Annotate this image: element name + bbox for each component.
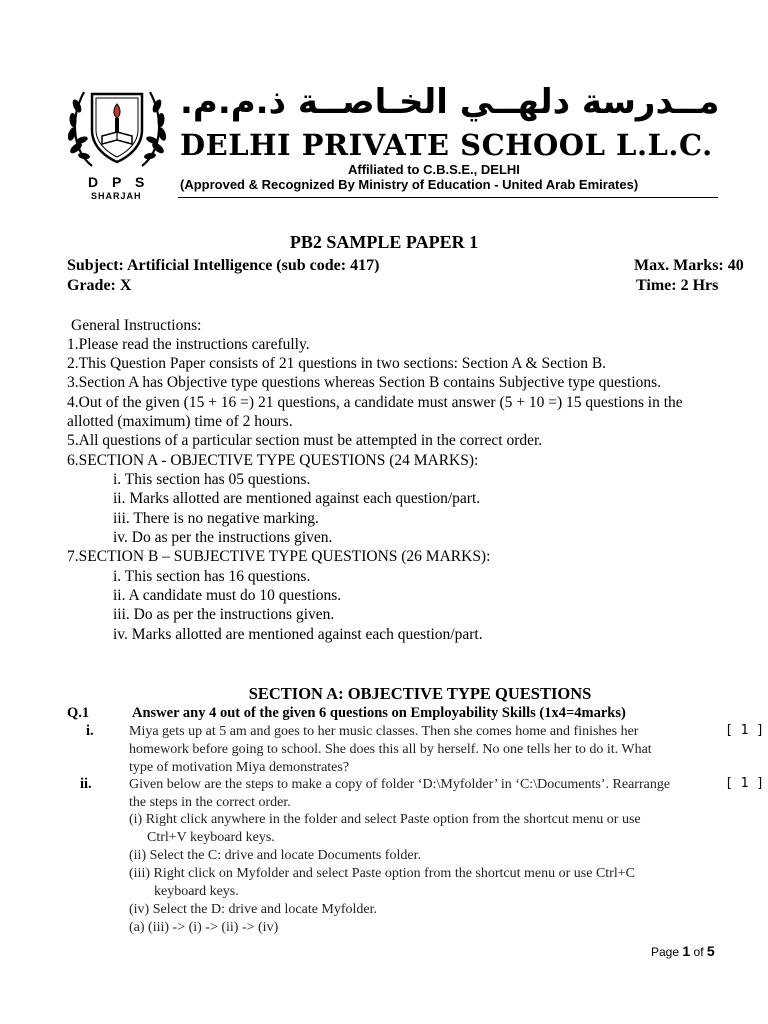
- subquestion-label: i.: [86, 723, 94, 739]
- list-item: (i) Right click anywhere in the folder and select Paste option from the shortcut menu or use: [129, 812, 641, 827]
- section-b-rule: ii. A candidate must do 10 questions.: [113, 587, 342, 604]
- list-item: Ctrl+V keyboard keys.: [147, 830, 275, 845]
- paper-title: PB2 SAMPLE PAPER 1: [289, 232, 479, 252]
- marks-badge: [ 1 ]: [725, 776, 765, 791]
- section-b-rule: iv. Marks allotted are mentioned against each question/part.: [113, 626, 483, 643]
- section-a-title: SECTION A: OBJECTIVE TYPE QUESTIONS: [248, 684, 592, 703]
- subject-line: Subject: Artificial Intelligence (sub code: 417): [67, 257, 380, 274]
- section-b-heading: 7.SECTION B – SUBJECTIVE TYPE QUESTIONS (26 MARKS):: [67, 548, 491, 565]
- logo-text: D P S: [88, 174, 150, 190]
- page-number: Page 1 of 5: [651, 943, 715, 959]
- question-number: Q.1: [67, 705, 90, 721]
- max-marks: Max. Marks: 40: [634, 257, 744, 274]
- section-a-rule: iv. Do as per the instructions given.: [113, 529, 333, 546]
- answer-option: (a) (iii) -> (i) -> (ii) -> (iv): [129, 920, 279, 935]
- instruction-item: 1.Please read the instructions carefully.: [67, 336, 310, 353]
- instruction-item: allotted (maximum) time of 2 hours.: [67, 413, 293, 430]
- step-list: [129, 811, 641, 937]
- list-item: (iv) Select the D: drive and locate Myfolder.: [129, 902, 378, 917]
- subquestion-text: Miya gets up at 5 am and goes to her music classes. Then she comes home and finishes her homework before going to school. She does this all by herself. No one tells her to do it. What type of motivation Miya demonstrates?: [129, 724, 652, 775]
- list-item: keyboard keys.: [154, 884, 239, 899]
- header-divider: [178, 197, 718, 198]
- grade-line: Grade: X: [67, 277, 132, 294]
- marks-badge: [ 1 ]: [725, 723, 765, 738]
- instruction-item: 2.This Question Paper consists of 21 questions in two sections: Section A & Section B.: [67, 355, 607, 372]
- instruction-item: 5.All questions of a particular section must be attempted in the correct order.: [67, 432, 543, 449]
- logo-subtext: SHARJAH: [91, 191, 142, 201]
- subquestion-text: Given below are the steps to make a copy of folder ‘D:\Myfolder’ in ‘C:\Documents’. Rearrange the steps in the correct order.: [129, 777, 671, 810]
- subquestion-label: ii.: [80, 776, 92, 792]
- instruction-item: 6.SECTION A - OBJECTIVE TYPE QUESTIONS (24 MARKS):: [67, 452, 479, 469]
- question-text: Answer any 4 out of the given 6 questions on Employability Skills (1x4=4marks): [132, 705, 626, 721]
- section-a-rule: i. This section has 05 questions.: [113, 471, 311, 488]
- section-a-rule: ii. Marks allotted are mentioned against each question/part.: [113, 490, 481, 507]
- school-name: DELHI PRIVATE SCHOOL L.L.C.: [180, 128, 713, 162]
- time-line: Time: 2 Hrs: [636, 277, 719, 294]
- section-a-rule: iii. There is no negative marking.: [113, 510, 319, 527]
- school-crest-logo: [62, 78, 172, 178]
- list-item: (ii) Select the C: drive and locate Documents folder.: [129, 848, 421, 863]
- instruction-item: 3.Section A has Objective type questions whereas Section B contains Subjective type questions.: [67, 374, 662, 391]
- instructions-heading: General Instructions:: [71, 317, 202, 334]
- school-name-arabic: مــدرسة دلهــي الخـاصــة ذ.م.م.: [180, 82, 720, 122]
- instruction-item: 4.Out of the given (15 + 16 =) 21 questions, a candidate must answer (5 + 10 =) 15 questions in the: [67, 394, 683, 411]
- section-b-rule: iii. Do as per the instructions given.: [113, 606, 335, 623]
- affiliation-text: Affiliated to C.B.S.E., DELHI: [348, 162, 520, 177]
- approval-text: (Approved & Recognized By Ministry of Education - United Arab Emirates): [180, 177, 639, 192]
- list-item: (iii) Right click on Myfolder and select Paste option from the shortcut menu or use Ctrl+C: [129, 866, 635, 881]
- section-b-rule: i. This section has 16 questions.: [113, 568, 311, 585]
